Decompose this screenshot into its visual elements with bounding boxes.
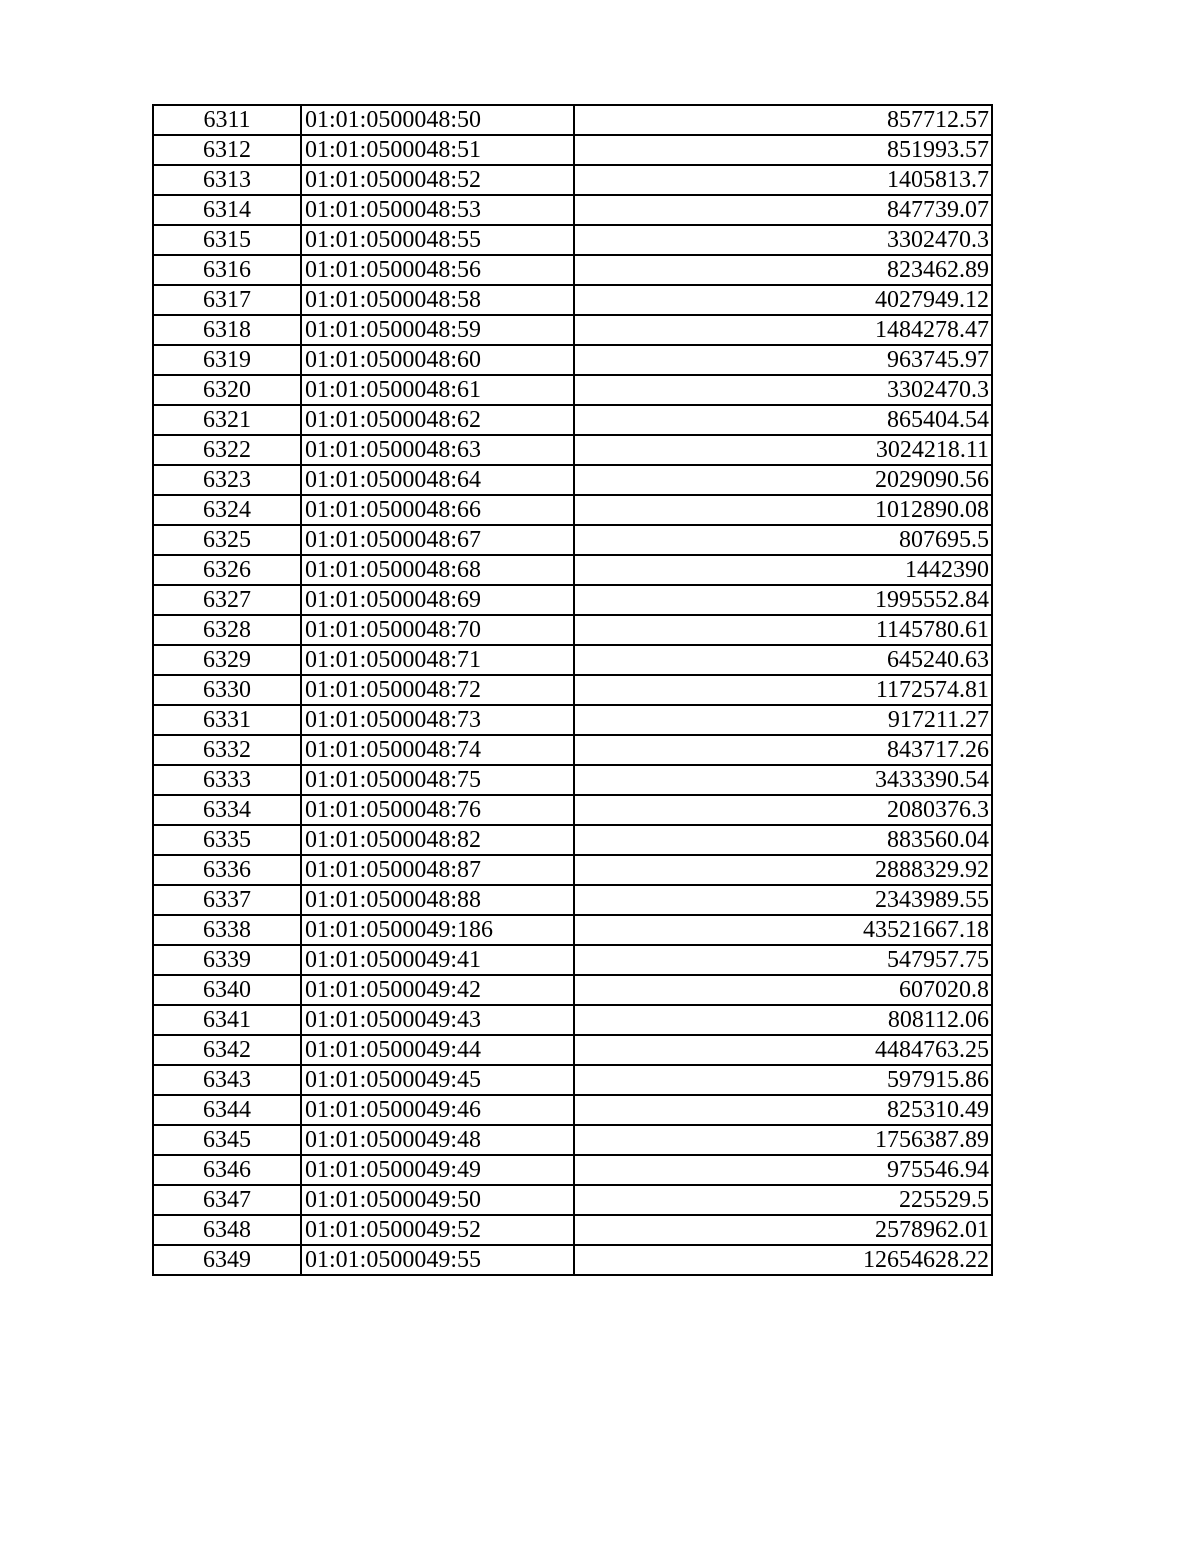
cadastral-number-cell: 01:01:0500048:62 — [301, 405, 574, 435]
cadastral-number-cell: 01:01:0500049:46 — [301, 1095, 574, 1125]
row-number-cell: 6343 — [153, 1065, 301, 1095]
value-cell: 225529.5 — [574, 1185, 992, 1215]
table-row — [153, 945, 992, 975]
cadastral-number-cell: 01:01:0500048:71 — [301, 645, 574, 675]
row-number-cell: 6324 — [153, 495, 301, 525]
row-number-cell: 6334 — [153, 795, 301, 825]
data-table — [152, 104, 993, 1276]
value-cell: 847739.07 — [574, 195, 992, 225]
cadastral-number-cell: 01:01:0500049:45 — [301, 1065, 574, 1095]
cadastral-number-cell: 01:01:0500048:53 — [301, 195, 574, 225]
table-row — [153, 315, 992, 345]
cadastral-number-cell: 01:01:0500048:73 — [301, 705, 574, 735]
value-cell: 2080376.3 — [574, 795, 992, 825]
row-number-cell: 6346 — [153, 1155, 301, 1185]
value-cell: 857712.57 — [574, 105, 992, 135]
value-cell: 851993.57 — [574, 135, 992, 165]
table-row — [153, 1035, 992, 1065]
table-row — [153, 645, 992, 675]
table-row — [153, 555, 992, 585]
cadastral-number-cell: 01:01:0500048:82 — [301, 825, 574, 855]
cadastral-number-cell: 01:01:0500049:50 — [301, 1185, 574, 1215]
cadastral-number-cell: 01:01:0500048:63 — [301, 435, 574, 465]
value-cell: 597915.86 — [574, 1065, 992, 1095]
cadastral-number-cell: 01:01:0500048:55 — [301, 225, 574, 255]
row-number-cell: 6347 — [153, 1185, 301, 1215]
value-cell: 547957.75 — [574, 945, 992, 975]
table-row — [153, 1155, 992, 1185]
cadastral-number-cell: 01:01:0500048:88 — [301, 885, 574, 915]
value-cell: 808112.06 — [574, 1005, 992, 1035]
cadastral-number-cell: 01:01:0500048:66 — [301, 495, 574, 525]
cadastral-number-cell: 01:01:0500049:49 — [301, 1155, 574, 1185]
value-cell: 1172574.81 — [574, 675, 992, 705]
value-cell: 2578962.01 — [574, 1215, 992, 1245]
value-cell: 1442390 — [574, 555, 992, 585]
cadastral-number-cell: 01:01:0500048:67 — [301, 525, 574, 555]
value-cell: 3433390.54 — [574, 765, 992, 795]
table-row — [153, 885, 992, 915]
table-row — [153, 765, 992, 795]
value-cell: 2888329.92 — [574, 855, 992, 885]
table-row — [153, 1215, 992, 1245]
row-number-cell: 6325 — [153, 525, 301, 555]
table-row — [153, 735, 992, 765]
cadastral-number-cell: 01:01:0500049:52 — [301, 1215, 574, 1245]
table-row — [153, 855, 992, 885]
row-number-cell: 6331 — [153, 705, 301, 735]
cadastral-number-cell: 01:01:0500048:70 — [301, 615, 574, 645]
table-row — [153, 375, 992, 405]
table-row — [153, 435, 992, 465]
row-number-cell: 6314 — [153, 195, 301, 225]
table-row — [153, 1185, 992, 1215]
table-row — [153, 975, 992, 1005]
table-row — [153, 825, 992, 855]
row-number-cell: 6342 — [153, 1035, 301, 1065]
value-cell: 823462.89 — [574, 255, 992, 285]
row-number-cell: 6338 — [153, 915, 301, 945]
table-row — [153, 465, 992, 495]
value-cell: 917211.27 — [574, 705, 992, 735]
cadastral-number-cell: 01:01:0500048:51 — [301, 135, 574, 165]
row-number-cell: 6330 — [153, 675, 301, 705]
table-body — [153, 105, 992, 1275]
table-row — [153, 345, 992, 375]
row-number-cell: 6322 — [153, 435, 301, 465]
table-row — [153, 1095, 992, 1125]
value-cell: 3302470.3 — [574, 225, 992, 255]
table-row — [153, 1125, 992, 1155]
value-cell: 3302470.3 — [574, 375, 992, 405]
table-row — [153, 1005, 992, 1035]
row-number-cell: 6327 — [153, 585, 301, 615]
value-cell: 1484278.47 — [574, 315, 992, 345]
row-number-cell: 6318 — [153, 315, 301, 345]
cadastral-number-cell: 01:01:0500048:69 — [301, 585, 574, 615]
row-number-cell: 6320 — [153, 375, 301, 405]
row-number-cell: 6348 — [153, 1215, 301, 1245]
table-row — [153, 405, 992, 435]
value-cell: 3024218.11 — [574, 435, 992, 465]
table-row — [153, 105, 992, 135]
cadastral-number-cell: 01:01:0500048:72 — [301, 675, 574, 705]
row-number-cell: 6319 — [153, 345, 301, 375]
cadastral-number-cell: 01:01:0500049:55 — [301, 1245, 574, 1275]
cadastral-number-cell: 01:01:0500049:48 — [301, 1125, 574, 1155]
value-cell: 865404.54 — [574, 405, 992, 435]
row-number-cell: 6339 — [153, 945, 301, 975]
value-cell: 12654628.22 — [574, 1245, 992, 1275]
value-cell: 883560.04 — [574, 825, 992, 855]
row-number-cell: 6335 — [153, 825, 301, 855]
cadastral-number-cell: 01:01:0500048:52 — [301, 165, 574, 195]
row-number-cell: 6321 — [153, 405, 301, 435]
value-cell: 1756387.89 — [574, 1125, 992, 1155]
row-number-cell: 6315 — [153, 225, 301, 255]
row-number-cell: 6311 — [153, 105, 301, 135]
cadastral-number-cell: 01:01:0500049:44 — [301, 1035, 574, 1065]
value-cell: 1995552.84 — [574, 585, 992, 615]
table-row — [153, 795, 992, 825]
row-number-cell: 6328 — [153, 615, 301, 645]
value-cell: 1012890.08 — [574, 495, 992, 525]
value-cell: 963745.97 — [574, 345, 992, 375]
row-number-cell: 6344 — [153, 1095, 301, 1125]
table-row — [153, 1065, 992, 1095]
value-cell: 43521667.18 — [574, 915, 992, 945]
table-row — [153, 675, 992, 705]
row-number-cell: 6323 — [153, 465, 301, 495]
cadastral-number-cell: 01:01:0500049:43 — [301, 1005, 574, 1035]
table-row — [153, 285, 992, 315]
value-cell: 607020.8 — [574, 975, 992, 1005]
value-cell: 2343989.55 — [574, 885, 992, 915]
table-row — [153, 495, 992, 525]
table-row — [153, 165, 992, 195]
table-row — [153, 195, 992, 225]
cadastral-number-cell: 01:01:0500048:56 — [301, 255, 574, 285]
value-cell: 1145780.61 — [574, 615, 992, 645]
table-row — [153, 135, 992, 165]
value-cell: 645240.63 — [574, 645, 992, 675]
value-cell: 807695.5 — [574, 525, 992, 555]
value-cell: 975546.94 — [574, 1155, 992, 1185]
cadastral-number-cell: 01:01:0500048:61 — [301, 375, 574, 405]
row-number-cell: 6333 — [153, 765, 301, 795]
cadastral-number-cell: 01:01:0500048:76 — [301, 795, 574, 825]
value-cell: 4484763.25 — [574, 1035, 992, 1065]
row-number-cell: 6336 — [153, 855, 301, 885]
cadastral-number-cell: 01:01:0500048:64 — [301, 465, 574, 495]
cadastral-number-cell: 01:01:0500048:58 — [301, 285, 574, 315]
value-cell: 4027949.12 — [574, 285, 992, 315]
cadastral-number-cell: 01:01:0500048:74 — [301, 735, 574, 765]
cadastral-number-cell: 01:01:0500049:42 — [301, 975, 574, 1005]
table-row — [153, 525, 992, 555]
row-number-cell: 6341 — [153, 1005, 301, 1035]
table-row — [153, 915, 992, 945]
cadastral-number-cell: 01:01:0500048:75 — [301, 765, 574, 795]
row-number-cell: 6316 — [153, 255, 301, 285]
cadastral-number-cell: 01:01:0500048:60 — [301, 345, 574, 375]
table-row — [153, 585, 992, 615]
cadastral-number-cell: 01:01:0500048:87 — [301, 855, 574, 885]
row-number-cell: 6312 — [153, 135, 301, 165]
value-cell: 1405813.7 — [574, 165, 992, 195]
cadastral-number-cell: 01:01:0500048:59 — [301, 315, 574, 345]
row-number-cell: 6313 — [153, 165, 301, 195]
row-number-cell: 6349 — [153, 1245, 301, 1275]
table-row — [153, 225, 992, 255]
cadastral-number-cell: 01:01:0500049:41 — [301, 945, 574, 975]
table-row — [153, 615, 992, 645]
table-row — [153, 1245, 992, 1275]
row-number-cell: 6340 — [153, 975, 301, 1005]
value-cell: 2029090.56 — [574, 465, 992, 495]
cadastral-number-cell: 01:01:0500048:68 — [301, 555, 574, 585]
row-number-cell: 6317 — [153, 285, 301, 315]
row-number-cell: 6332 — [153, 735, 301, 765]
cadastral-number-cell: 01:01:0500048:50 — [301, 105, 574, 135]
row-number-cell: 6326 — [153, 555, 301, 585]
cadastral-number-cell: 01:01:0500049:186 — [301, 915, 574, 945]
table-row — [153, 705, 992, 735]
value-cell: 843717.26 — [574, 735, 992, 765]
row-number-cell: 6329 — [153, 645, 301, 675]
row-number-cell: 6345 — [153, 1125, 301, 1155]
row-number-cell: 6337 — [153, 885, 301, 915]
table-row — [153, 255, 992, 285]
value-cell: 825310.49 — [574, 1095, 992, 1125]
